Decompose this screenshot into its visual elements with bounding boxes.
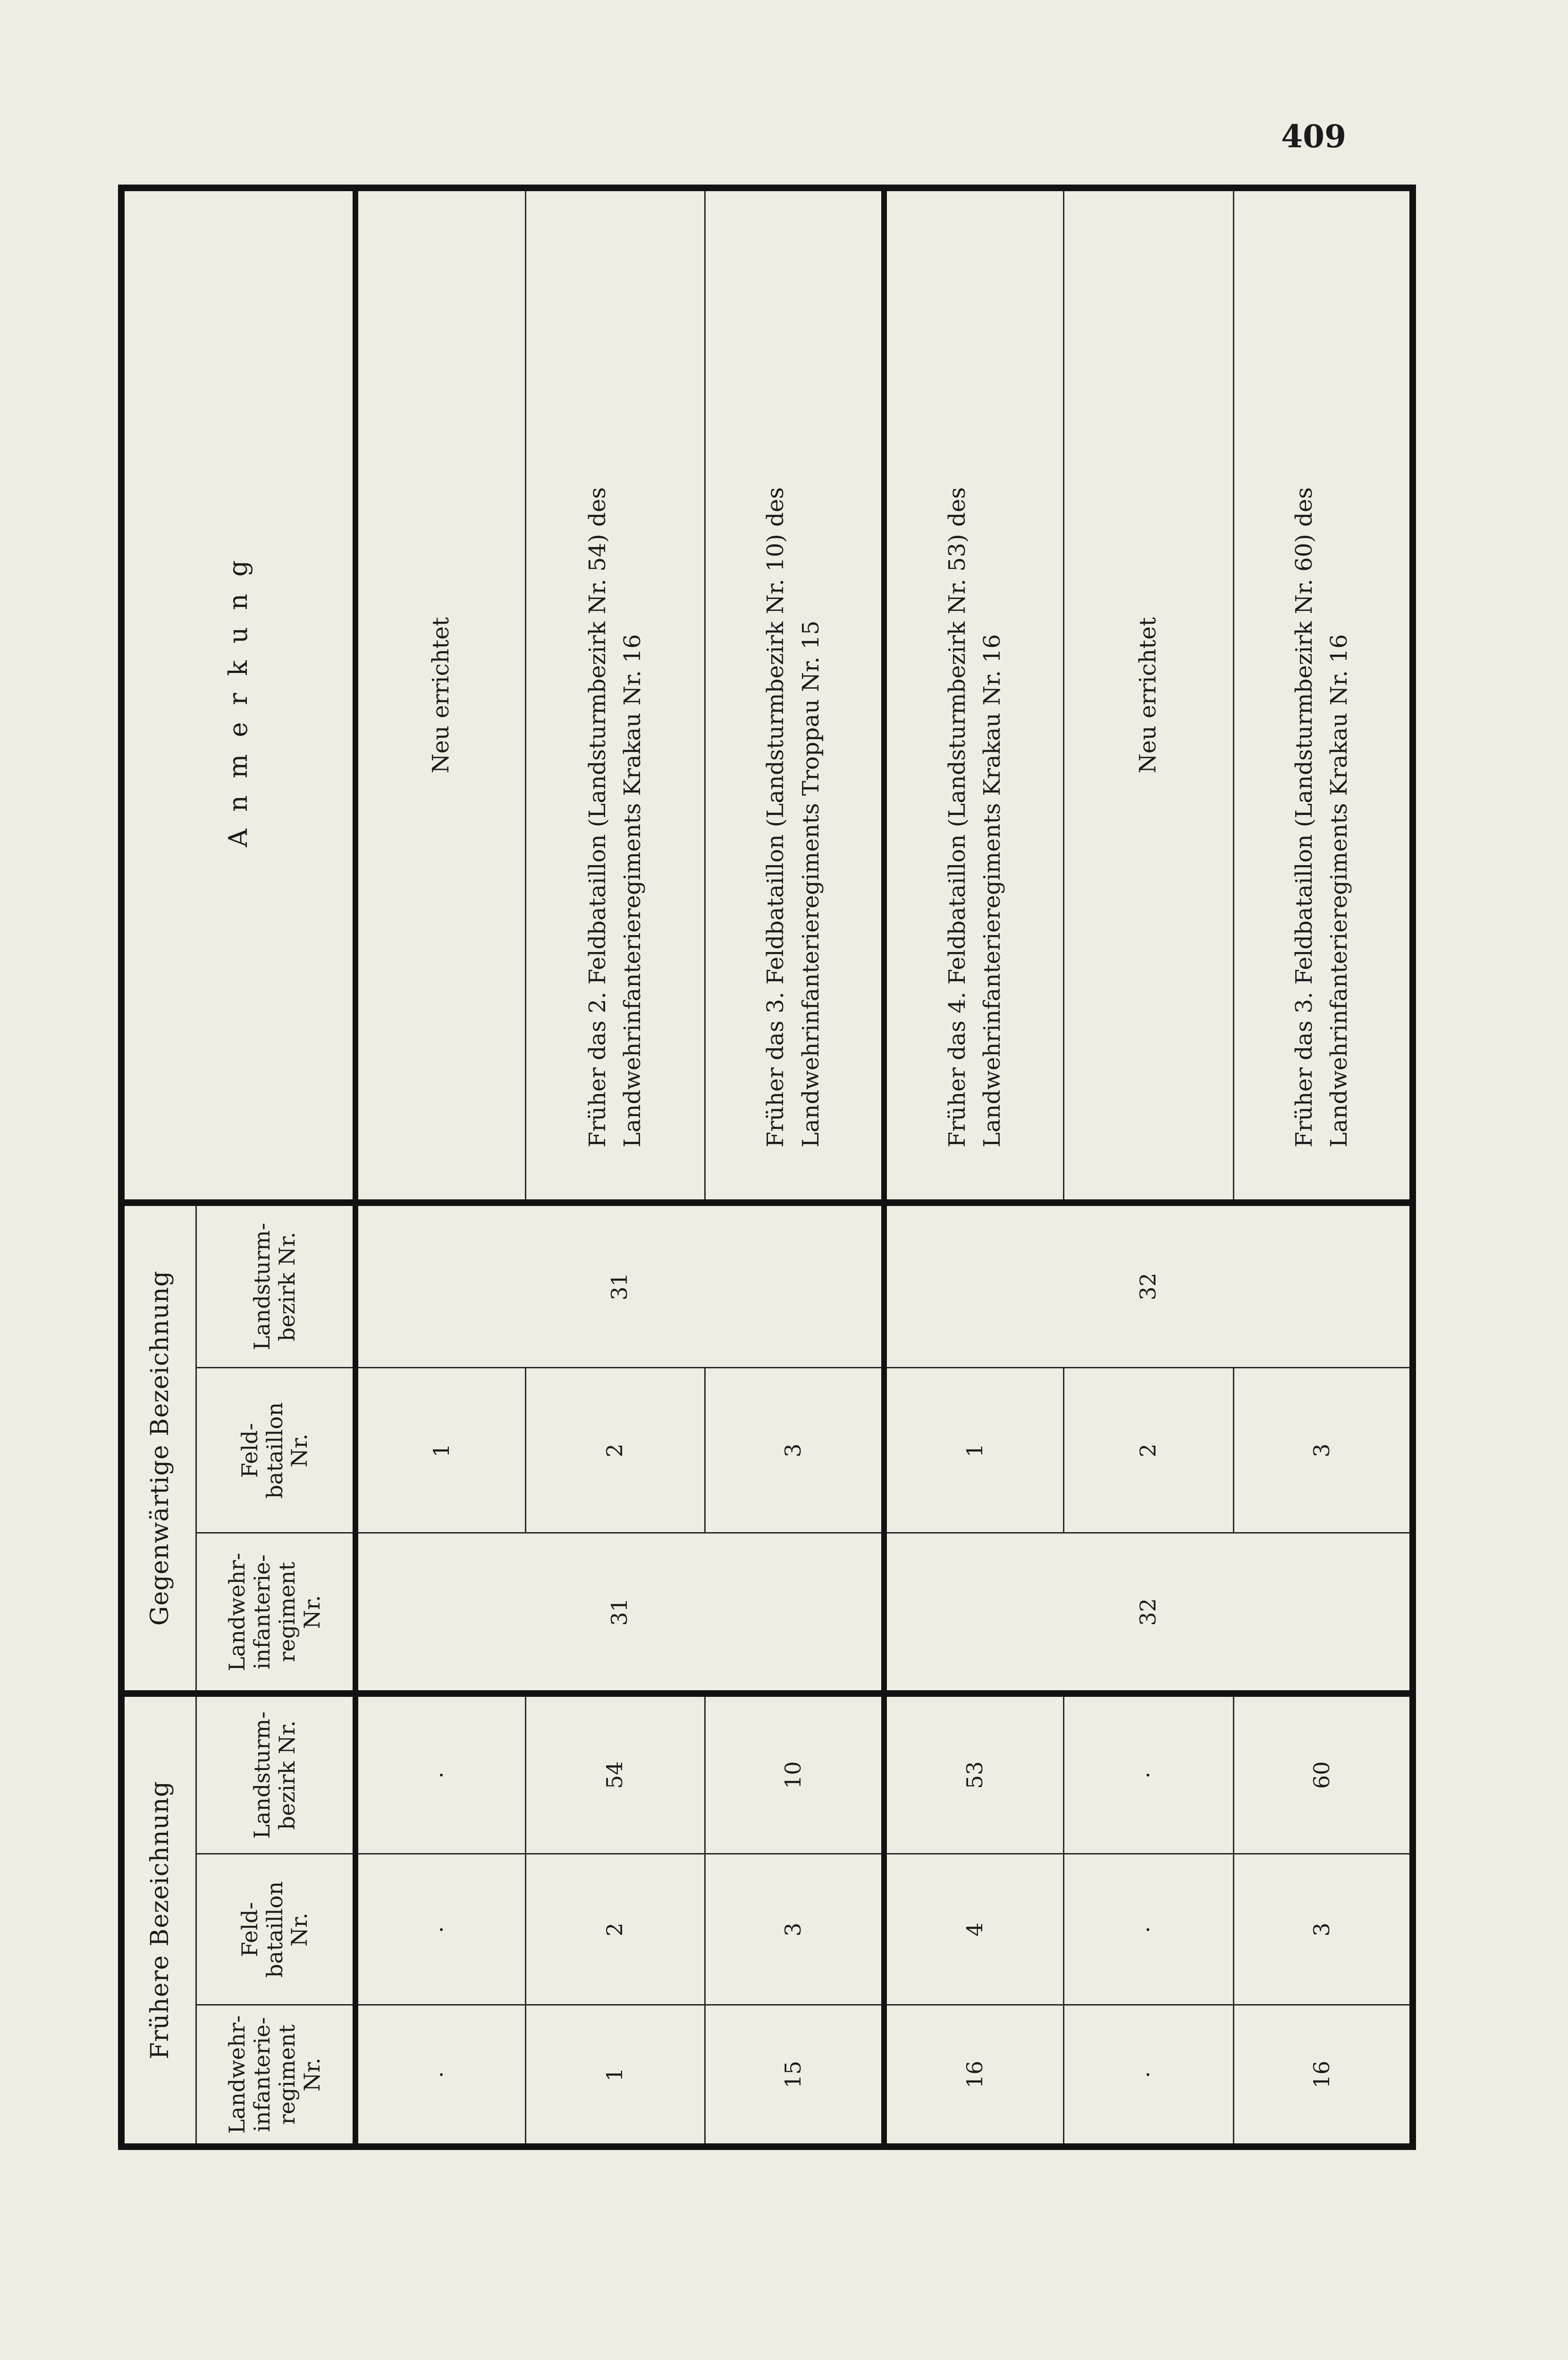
current-designation-header: Gegenwärtige Bezeichnung	[121, 1203, 196, 1694]
former-district-header: Landsturm- bezirk Nr.	[196, 1694, 356, 1854]
former-district-cell: 54	[525, 1694, 705, 1854]
remark-cell: Neu errichtet	[1063, 188, 1233, 1203]
battalion-table	[118, 185, 1416, 2150]
former-designation-header: Frühere Bezeichnung	[121, 1694, 196, 2147]
former-regiment-header: Landwehr- infanterie- regiment Nr.	[196, 2005, 356, 2147]
former-regiment-cell: ·	[1063, 2005, 1233, 2147]
remark-cell: Früher das 2. Feldbataillon (Landsturmbezirk Nr. 54) des Landwehrinfanterieregiments Krakau Nr. 16	[525, 188, 705, 1203]
former-regiment-cell: 1	[525, 2005, 705, 2147]
current-battalion-cell: 1	[884, 1368, 1063, 1533]
former-regiment-cell: 15	[705, 2005, 884, 2147]
rotated-table-container	[118, 191, 1353, 2150]
remark-cell: Früher das 4. Feldbataillon (Landsturmbezirk Nr. 53) des Landwehrinfanterieregiments Krakau Nr. 16	[884, 188, 1063, 1203]
former-district-cell: 10	[705, 1694, 884, 1854]
former-battalion-cell: ·	[1063, 1854, 1233, 2005]
former-district-cell: ·	[355, 1694, 525, 1854]
table-row	[884, 188, 1063, 2147]
table-row	[525, 188, 705, 2147]
former-battalion-cell: 3	[705, 1854, 884, 2005]
former-regiment-cell: 16	[884, 2005, 1063, 2147]
current-regiment-cell: 31	[355, 1533, 884, 1694]
current-district-cell: 32	[884, 1203, 1413, 1368]
former-battalion-header: Feld- bataillon Nr.	[196, 1854, 356, 2005]
former-battalion-cell: 3	[1233, 1854, 1413, 2005]
current-regiment-header: Landwehr- infanterie- regiment Nr.	[196, 1533, 356, 1694]
former-battalion-cell: ·	[355, 1854, 525, 2005]
remark-cell: Früher das 3. Feldbataillon (Landsturmbezirk Nr. 10) des Landwehrinfanterieregiments Troppau Nr. 15	[705, 188, 884, 1203]
current-battalion-header: Feld- bataillon Nr.	[196, 1368, 356, 1533]
page-number: 409	[1281, 118, 1346, 155]
current-district-header: Landsturm- bezirk Nr.	[196, 1203, 356, 1368]
former-regiment-cell: ·	[355, 2005, 525, 2147]
current-battalion-cell: 3	[705, 1368, 884, 1533]
former-battalion-cell: 2	[525, 1854, 705, 2005]
former-district-cell: ·	[1063, 1694, 1233, 1854]
table-row	[705, 188, 884, 2147]
table-row	[1063, 188, 1233, 2147]
table-row	[355, 188, 525, 2147]
remark-cell: Neu errichtet	[355, 188, 525, 1203]
current-battalion-cell: 3	[1233, 1368, 1413, 1533]
current-battalion-cell: 2	[1063, 1368, 1233, 1533]
remark-header: Anmerkung	[121, 188, 355, 1203]
former-battalion-cell: 4	[884, 1854, 1063, 2005]
former-district-cell: 60	[1233, 1694, 1413, 1854]
current-battalion-cell: 1	[355, 1368, 525, 1533]
current-regiment-cell: 32	[884, 1533, 1413, 1694]
former-district-cell: 53	[884, 1694, 1063, 1854]
current-battalion-cell: 2	[525, 1368, 705, 1533]
table-row	[1233, 188, 1413, 2147]
remark-cell: Früher das 3. Feldbataillon (Landsturmbezirk Nr. 60) des Landwehrinfanterieregiments Krakau Nr. 16	[1233, 188, 1413, 1203]
current-district-cell: 31	[355, 1203, 884, 1368]
former-regiment-cell: 16	[1233, 2005, 1413, 2147]
